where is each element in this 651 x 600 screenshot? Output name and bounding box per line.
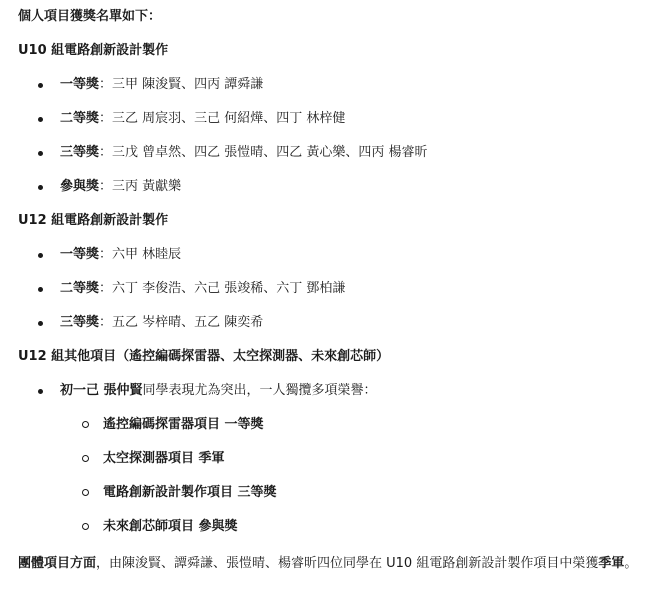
sub-award-item (18, 484, 643, 501)
award-label: 三等獎 (60, 145, 100, 160)
document-heading: 個人項目獲獎名單如下： (18, 9, 162, 24)
award-names: 三丙 黃獻樂 (112, 179, 182, 194)
award-names: 六甲 林睦辰 (112, 247, 182, 262)
team-end: 。 (624, 556, 638, 571)
award-separator: ： (99, 179, 113, 194)
section-title-u10: U10 組電路創新設計製作 (18, 43, 169, 58)
award-names: 三戊 曾卓然、四乙 張愷晴、四乙 黃心樂、四丙 楊睿昕 (112, 145, 428, 160)
hollow-bullet-icon (82, 489, 89, 496)
award-label: 二等獎 (60, 111, 100, 126)
award-item (18, 76, 643, 93)
award-names: 三甲 陳浚賢、四丙 譚舜謙 (112, 77, 264, 92)
bullet-icon (38, 185, 43, 190)
section-title-u12-other: U12 組其他項目（遙控編碼探雷器、太空探測器、未來創芯師） (18, 349, 390, 364)
bullet-icon (38, 389, 43, 394)
document (18, 8, 643, 575)
award-item (18, 280, 643, 297)
award-separator: ： (99, 77, 113, 92)
sub-award-text: 太空探測器項目 季軍 (103, 451, 225, 466)
sub-award-text: 電路創新設計製作項目 三等獎 (103, 485, 277, 500)
team-text: ，由陳浚賢、譚舜謙、張愷晴、楊睿昕四位同學在 U10 組電路創新設計製作項目中榮獲 (96, 556, 599, 571)
bullet-icon (38, 287, 43, 292)
award-separator: ： (99, 111, 113, 126)
student-highlight (18, 382, 643, 399)
sub-award-item (18, 450, 643, 467)
sub-award-text: 未來創芯師項目 參與獎 (103, 519, 238, 534)
award-label: 一等獎 (60, 77, 100, 92)
hollow-bullet-icon (82, 523, 89, 530)
sub-award-text: 遙控編碼探雷器項目 一等獎 (103, 417, 264, 432)
team-label: 團體項目方面 (18, 556, 97, 571)
bullet-icon (38, 117, 43, 122)
award-label: 參與獎 (60, 179, 100, 194)
section-title-u12: U12 組電路創新設計製作 (18, 213, 169, 228)
award-label: 二等獎 (60, 281, 100, 296)
award-separator: ： (99, 145, 113, 160)
team-result: 季軍 (598, 556, 625, 571)
award-names: 六丁 李俊浩、六己 張竣稀、六丁 鄧柏謙 (112, 281, 346, 296)
award-item (18, 144, 643, 161)
sub-award-item (18, 416, 643, 433)
award-item (18, 246, 643, 263)
award-item (18, 110, 643, 127)
award-label: 三等獎 (60, 315, 100, 330)
award-item (18, 314, 643, 331)
bullet-icon (38, 83, 43, 88)
hollow-bullet-icon (82, 421, 89, 428)
student-name: 初一己 張仲賢 (60, 383, 143, 398)
team-paragraph (18, 552, 638, 575)
bullet-icon (38, 253, 43, 258)
award-separator: ： (99, 315, 113, 330)
award-names: 五乙 岑梓晴、五乙 陳奕希 (112, 315, 264, 330)
student-description: 同學表現尤為突出，一人獨攬多項榮譽： (142, 383, 377, 398)
award-names: 三乙 周宸羽、三己 何紹燁、四丁 林梓健 (112, 111, 346, 126)
award-separator: ： (99, 281, 113, 296)
sub-award-item (18, 518, 643, 535)
award-label: 一等獎 (60, 247, 100, 262)
bullet-icon (38, 151, 43, 156)
hollow-bullet-icon (82, 455, 89, 462)
award-separator: ： (99, 247, 113, 262)
bullet-icon (38, 321, 43, 326)
award-item (18, 178, 643, 195)
